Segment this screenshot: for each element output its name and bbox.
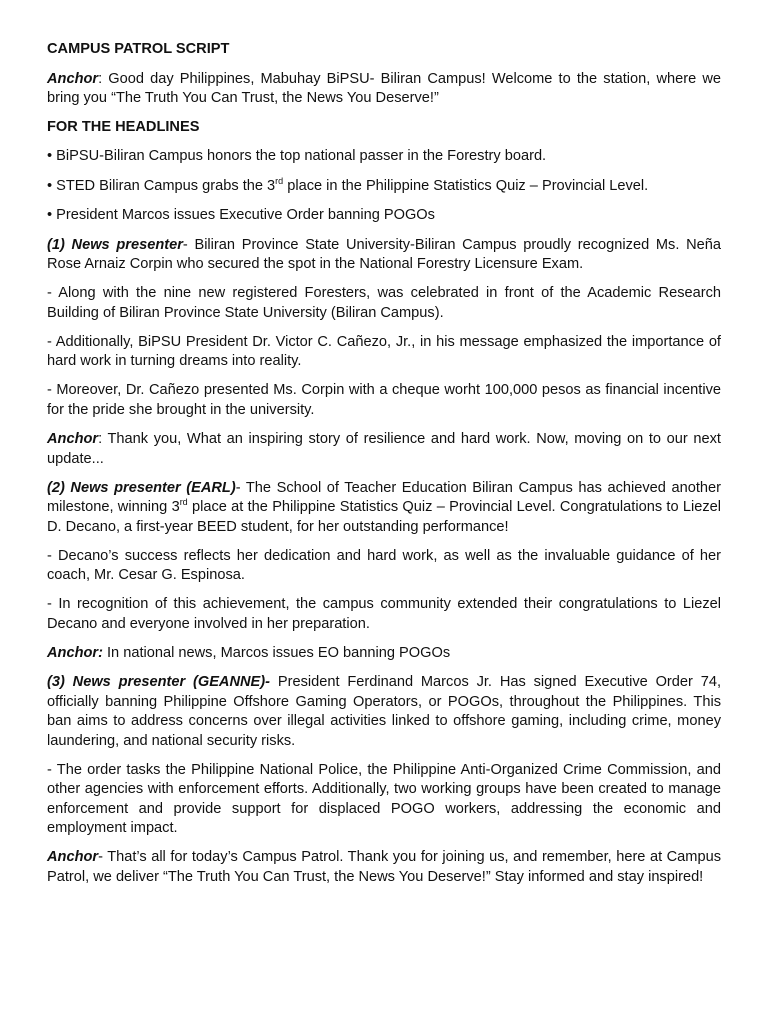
story1-paragraph: - Moreover, Dr. Cañezo presented Ms. Corpin with a cheque worht 100,000 pesos as financial incentive for the pride she brought in the university. xyxy=(47,382,721,418)
anchor-closing-text: - That’s all for today’s Campus Patrol. Thank you for joining us, and remember, here at Campus Patrol, we deliver “The Truth You Can Trust, the News You Deserve!” Stay informed and stay inspired! xyxy=(47,849,721,885)
anchor-transition-text: : Thank you, What an inspiring story of resilience and hard work. Now, moving on to our next update... xyxy=(47,431,721,467)
speaker-label: (2) News presenter (EARL) xyxy=(47,479,236,496)
anchor-intro-text: : Good day Philippines, Mabuhay BiPSU- Biliran Campus! Welcome to the station, where we bring you “The Truth You Can Trust, the News You Deserve!” xyxy=(47,70,721,106)
story1-paragraph: - Additionally, BiPSU President Dr. Victor C. Cañezo, Jr., in his message emphasized the importance of hard work in turning dreams into reality. xyxy=(47,333,721,370)
speaker-label: (3) News presenter (GEANNE)- xyxy=(47,674,271,691)
headline-item xyxy=(47,177,721,197)
ordinal-suffix: rd xyxy=(275,175,284,186)
story2-lead-text: - The School of Teacher Education Biliran Campus has achieved another milestone, winning 3 xyxy=(47,479,721,516)
story1-lead-text: - Biliran Province State University-Biliran Campus proudly recognized Ms. Neña Rose Arnaiz Corpin who secured the spot in the National Forestry Licensure Exam. xyxy=(47,236,721,273)
speaker-label: (1) News presenter xyxy=(47,236,183,253)
story2-paragraph: - Decano’s success reflects her dedication and hard work, as well as the invaluable guidance of her coach, Mr. Cesar G. Espinosa. xyxy=(47,547,721,584)
story3-paragraph: - The order tasks the Philippine National Police, the Philippine Anti-Organized Crime Commission, and other agencies with enforcement efforts. Additionally, two working groups have been created to manage enforcement and provide support for displaced POGO workers, addressing the economic and employment impact. xyxy=(47,761,721,837)
anchor-intro xyxy=(47,70,721,109)
headline-item: • BiPSU-Biliran Campus honors the top national passer in the Forestry board. xyxy=(47,148,547,165)
story1-paragraph: - Along with the nine new registered Foresters, was celebrated in front of the Academic Research Building of Biliran Province State University (Biliran Campus). xyxy=(47,285,721,321)
headline-text: • STED Biliran Campus grabs the 3 xyxy=(47,177,276,194)
headlines-heading: FOR THE HEADLINES xyxy=(47,119,200,136)
anchor-transition xyxy=(47,430,721,469)
story3-lead xyxy=(47,673,721,751)
story2-lead-text: place at the Philippine Statistics Quiz – Provincial Level. Congratulations to Liezel D. Decano, a first-year BEED student, for her outstanding performance! xyxy=(47,499,721,535)
anchor-transition xyxy=(47,644,721,664)
headline-item: • President Marcos issues Executive Order banning POGOs xyxy=(47,207,435,224)
speaker-label: Anchor: xyxy=(47,644,103,661)
document-title: CAMPUS PATROL SCRIPT xyxy=(47,41,230,57)
ordinal-suffix: rd xyxy=(179,497,188,508)
story2-lead xyxy=(47,479,721,538)
speaker-label: Anchor xyxy=(47,70,99,87)
story3-lead-text: President Ferdinand Marcos Jr. Has signed Executive Order 74, officially banning Philippine Offshore Gaming Operators, or POGOs, throughout the Philippines. This ban aims to address concerns over illegal activities linked to offshore gaming, including crime, money laundering, and national security risks. xyxy=(47,674,721,749)
story1-lead xyxy=(47,236,721,275)
speaker-label: Anchor xyxy=(47,849,99,866)
anchor-closing xyxy=(47,848,721,887)
anchor-transition-text: In national news, Marcos issues EO banning POGOs xyxy=(102,644,451,661)
headline-text: place in the Philippine Statistics Quiz – Provincial Level. xyxy=(283,177,649,194)
speaker-label: Anchor xyxy=(47,431,99,448)
story2-paragraph: - In recognition of this achievement, the campus community extended their congratulations to Liezel Decano and everyone involved in her preparation. xyxy=(47,596,721,632)
